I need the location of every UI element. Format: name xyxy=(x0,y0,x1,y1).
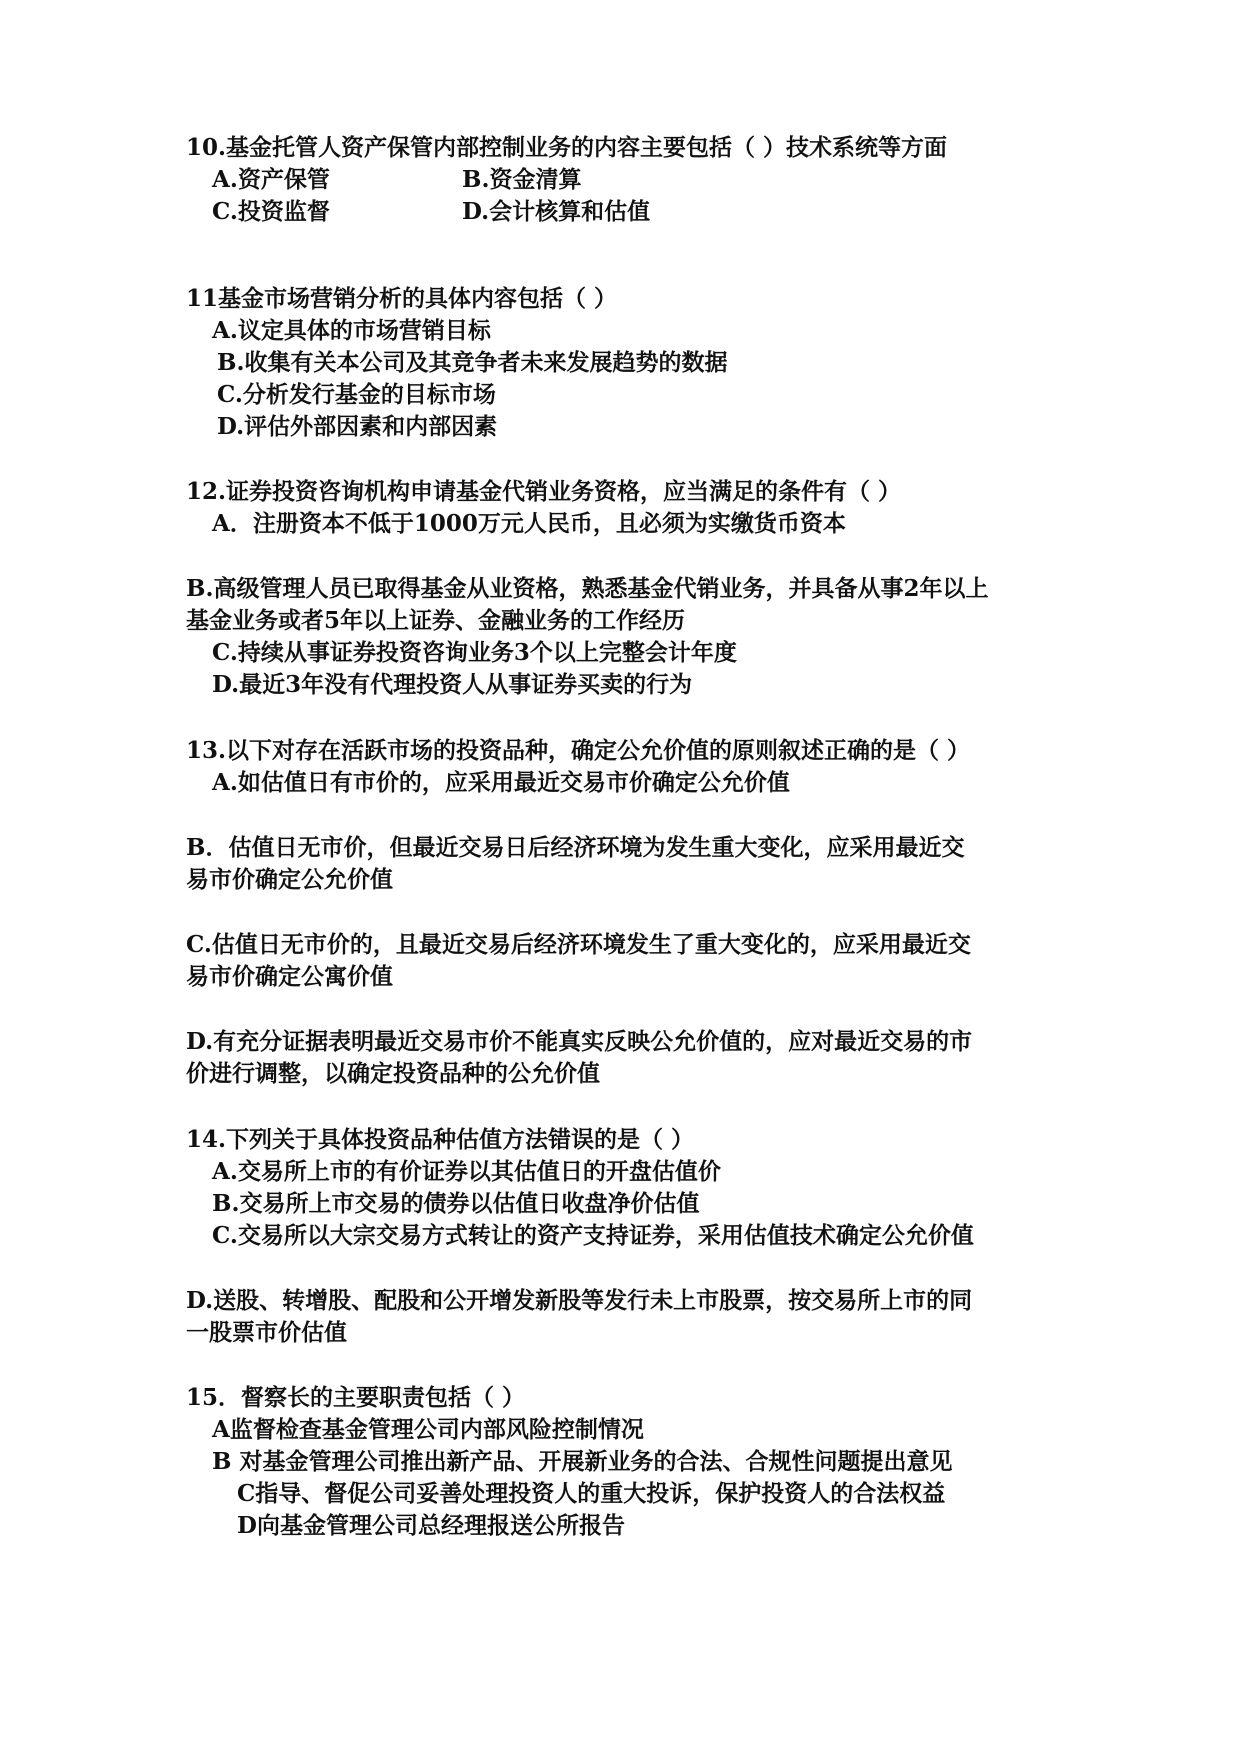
question-13-stem: 13.以下对存在活跃市场的投资品种，确定公允价值的原则叙述正确的是（ ） xyxy=(186,737,971,764)
question-11-option-c: C.分析发行基金的目标市场 xyxy=(217,381,496,408)
question-12-option-c: C.持续从事证券投资咨询业务3个以上完整会计年度 xyxy=(212,639,737,666)
question-12-option-a: A．注册资本不低于1000万元人民币，且必须为实缴货币资本 xyxy=(212,510,846,537)
question-10-option-a: A.资产保管 xyxy=(212,166,330,193)
question-11-option-a: A.议定具体的市场营销目标 xyxy=(212,317,491,344)
question-11-option-b: B.收集有关本公司及其竞争者未来发展趋势的数据 xyxy=(217,349,728,376)
question-12-stem: 12.证券投资咨询机构申请基金代销业务资格，应当满足的条件有（ ） xyxy=(186,478,902,505)
question-10-stem: 10.基金托管人资产保管内部控制业务的内容主要包括（ ）技术系统等方面 xyxy=(186,134,948,161)
question-13-option-d-cont: 价进行调整，以确定投资品种的公允价值 xyxy=(186,1060,600,1087)
question-15-stem: 15．督察长的主要职责包括（ ） xyxy=(186,1384,526,1411)
question-14-option-d: D.送股、转增股、配股和公开增发新股等发行未上市股票，按交易所上市的同 xyxy=(186,1287,973,1314)
question-13-option-c: C.估值日无市价的，且最近交易后经济环境发生了重大变化的，应采用最近交 xyxy=(186,931,971,958)
question-14-stem: 14.下列关于具体投资品种估值方法错误的是（ ） xyxy=(186,1126,695,1153)
question-14-option-d-cont: 一股票市价估值 xyxy=(186,1319,347,1346)
question-14-option-a: A.交易所上市的有价证券以其估值日的开盘估值价 xyxy=(212,1158,721,1185)
question-12-option-d: D.最近3年没有代理投资人从事证券买卖的行为 xyxy=(212,671,693,698)
question-11-option-d: D.评估外部因素和内部因素 xyxy=(217,413,498,440)
question-15-option-d: D向基金管理公司总经理报送公所报告 xyxy=(237,1512,625,1539)
question-10-option-c: C.投资监督 xyxy=(212,198,330,225)
question-12-option-b: B.高级管理人员已取得基金从业资格，熟悉基金代销业务，并具备从事2年以上 xyxy=(186,575,989,602)
question-13-option-d: D.有充分证据表明最近交易市价不能真实反映公允价值的，应对最近交易的市 xyxy=(186,1028,973,1055)
question-10-option-b: B.资金清算 xyxy=(462,166,582,193)
question-10-option-d: D.会计核算和估值 xyxy=(462,198,651,225)
question-15-option-c: C指导、督促公司妥善处理投资人的重大投诉，保护投资人的合法权益 xyxy=(237,1480,946,1507)
question-13-option-b: B．估值日无市价，但最近交易日后经济环境为发生重大变化，应采用最近交 xyxy=(186,834,965,861)
question-14-option-b: B.交易所上市交易的债券以估值日收盘净价估值 xyxy=(212,1190,700,1217)
question-13-option-b-cont: 易市价确定公允价值 xyxy=(186,866,393,893)
question-13-option-a: A.如估值日有市价的，应采用最近交易市价确定公允价值 xyxy=(212,769,790,796)
question-14-option-c: C.交易所以大宗交易方式转让的资产支持证券，采用估值技术确定公允价值 xyxy=(212,1222,974,1249)
question-12-option-b-cont: 基金业务或者5年以上证券、金融业务的工作经历 xyxy=(186,607,686,634)
question-15-option-a: A监督检查基金管理公司内部风险控制情况 xyxy=(212,1416,644,1443)
question-11-stem: 11基金市场营销分析的具体内容包括（ ） xyxy=(186,285,618,312)
question-13-option-c-cont: 易市价确定公寓价值 xyxy=(186,963,393,990)
question-15-option-b: B 对基金管理公司推出新产品、开展新业务的合法、合规性问题提出意见 xyxy=(212,1448,953,1475)
